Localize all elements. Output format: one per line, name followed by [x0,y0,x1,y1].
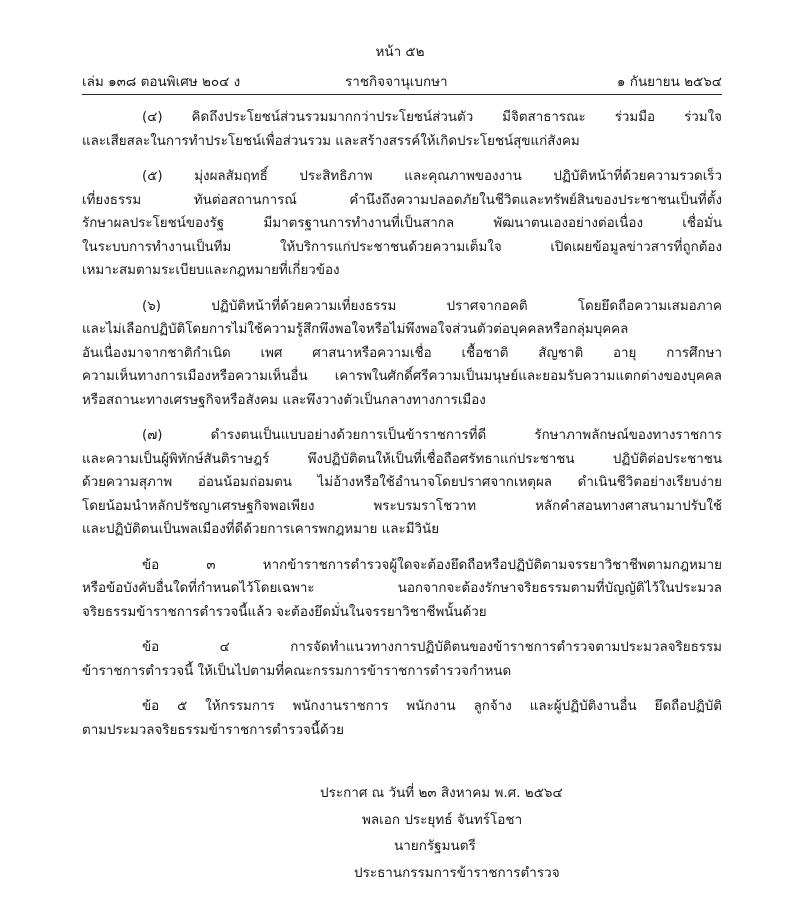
gazette-header [82,70,722,92]
text-line: อันเนื่องมาจากชาติกำเนิด เพศ ศาสนาหรือความเชื่อ เชื้อชาติ สัญชาติ อายุ การศึกษา [82,345,722,361]
signatory-name: พลเอก ประยุทธ์ จันทร์โอชา [362,811,523,828]
text-line: โดยน้อมนำหลักปรัชญาเศรษฐกิจพอเพียง พระบรมราโชวาท หลักคำสอนทางศาสนามาปรับใช้ [82,498,722,514]
text-line: หรือสถานะทางเศรษฐกิจหรือสังคม และพึงวางตัวเป็นกลางทางการเมือง [82,392,486,408]
header-gazette-name: ราชกิจจานุเบกษา [345,74,448,90]
paragraph [82,106,722,153]
text-line: และเสียสละในการทำประโยชน์เพื่อส่วนรวม และสร้างสรรค์ให้เกิดประโยชน์สุขแก่สังคม [82,133,580,149]
text-line: และปฏิบัติตนเป็นพลเมืองที่ดีด้วยการเคารพกฎหมาย และมีวินัย [82,522,440,537]
text-line: หรือข้อบังคับอื่นใดที่กำหนดไว้โดยเฉพาะ นอกจากจะต้องรักษาจริยธรรมตามที่บัญญัติไว้ในประมวล [82,581,722,596]
text-line: ในระบบการทำงานเป็นทีม ให้บริการแก่ประชาชนด้วยความเต็มใจ เปิดเผยข้อมูลข่าวสารที่ถูกต้อง [82,239,722,255]
header-divider [82,94,722,95]
text-line: และไม่เลือกปฏิบัติโดยการไม่ใช้ความรู้สึกพึงพอใจหรือไม่พึงพอใจส่วนตัวต่อบุคคลหรือกลุ่มบุคคล [82,322,629,337]
text-line: รักษาผลประโยชน์ของรัฐ มีมาตรฐานการทำงานที่เป็นสากล พัฒนาตนเองอย่างต่อเนื่อง เชื่อมั่น [82,216,722,231]
text-line: เที่ยงธรรม ทันต่อสถานการณ์ คำนึงถึงความปลอดภัยในชีวิตและทรัพย์สินของประชาชนเป็นที่ตั้ง [82,192,722,208]
paragraph [82,295,722,413]
header-issue: เล่ม ๑๓๘ ตอนพิเศษ ๒๐๔ ง [82,74,241,90]
paragraph [82,695,722,742]
paragraph [82,554,722,625]
text-line: ด้วยความสุภาพ อ่อนน้อมถ่อมตน ไม่อ้างหรือใช้อำนาจโดยปราศจากเหตุผล ดำเนินชีวิตอย่างเรียบง่าย [82,475,722,490]
announcement-date: ประกาศ ณ วันที่ ๒๓ สิงหาคม พ.ศ. ๒๕๖๔ [320,785,563,801]
paragraph [82,636,722,683]
page-number: หน้า ๕๒ [375,44,425,60]
text-line: (๔) คิดถึงประโยชน์ส่วนรวมมากกว่าประโยชน์ส่วนตัว มีจิตสาธารณะ ร่วมมือ ร่วมใจ [142,110,722,125]
signatory-title: นายกรัฐมนตรี [394,838,476,854]
text-line: ข้อ ๕ ให้กรรมการ พนักงานราชการ พนักงาน ลูกจ้าง และผู้ปฏิบัติงานอื่น ยึดถือปฏิบัติ [142,699,722,714]
text-line: (๗) ดำรงตนเป็นแบบอย่างด้วยการเป็นข้าราชการที่ดี รักษาภาพลักษณ์ของทางราชการ [142,428,722,443]
paragraph [82,165,722,283]
text-line: เหมาะสมตามระเบียบและกฎหมายที่เกี่ยวข้อง [82,263,340,278]
text-line: ข้อ ๓ หากข้าราชการตำรวจผู้ใดจะต้องยึดถือหรือปฏิบัติตามจรรยาวิชาชีพตามกฎหมาย [142,557,722,573]
document-body [82,106,722,754]
signatory-role: ประธานกรรมการข้าราชการตำรวจ [354,864,560,881]
text-line: ตามประมวลจริยธรรมข้าราชการตำรวจนี้ด้วย [82,722,345,738]
text-line: และความเป็นผู้พิทักษ์สันติราษฎร์ พึงปฏิบัติตนให้เป็นที่เชื่อถือศรัทธาแก่ประชาชน ปฏิบัติต่อประชาชน [82,451,722,467]
paragraph [82,424,722,542]
text-line: (๖) ปฏิบัติหน้าที่ด้วยความเที่ยงธรรม ปราศจากอคติ โดยยึดถือความเสมอภาค [142,298,722,314]
text-line: (๕) มุ่งผลสัมฤทธิ์ ประสิทธิภาพ และคุณภาพของงาน ปฏิบัติหน้าที่ด้วยความรวดเร็ว [142,169,722,184]
text-line: ข้าราชการตำรวจนี้ ให้เป็นไปตามที่คณะกรรมการข้าราชการตำรวจกำหนด [82,663,512,679]
text-line: ข้อ ๔ การจัดทำแนวทางการปฏิบัติตนของข้าราชการตำรวจตามประมวลจริยธรรม [142,640,722,655]
text-line: ความเห็นทางการเมืองหรือความเห็นอื่น เคารพในศักดิ์ศรีความเป็นมนุษย์และยอมรับความแตกต่างของบุคคล [82,369,722,384]
header-date: ๑ กันยายน ๒๕๖๔ [616,74,722,90]
text-line: จริยธรรมข้าราชการตำรวจนี้แล้ว จะต้องยึดมั่นในจรรยาวิชาชีพนั้นด้วย [82,604,487,620]
signature-block [320,780,740,886]
